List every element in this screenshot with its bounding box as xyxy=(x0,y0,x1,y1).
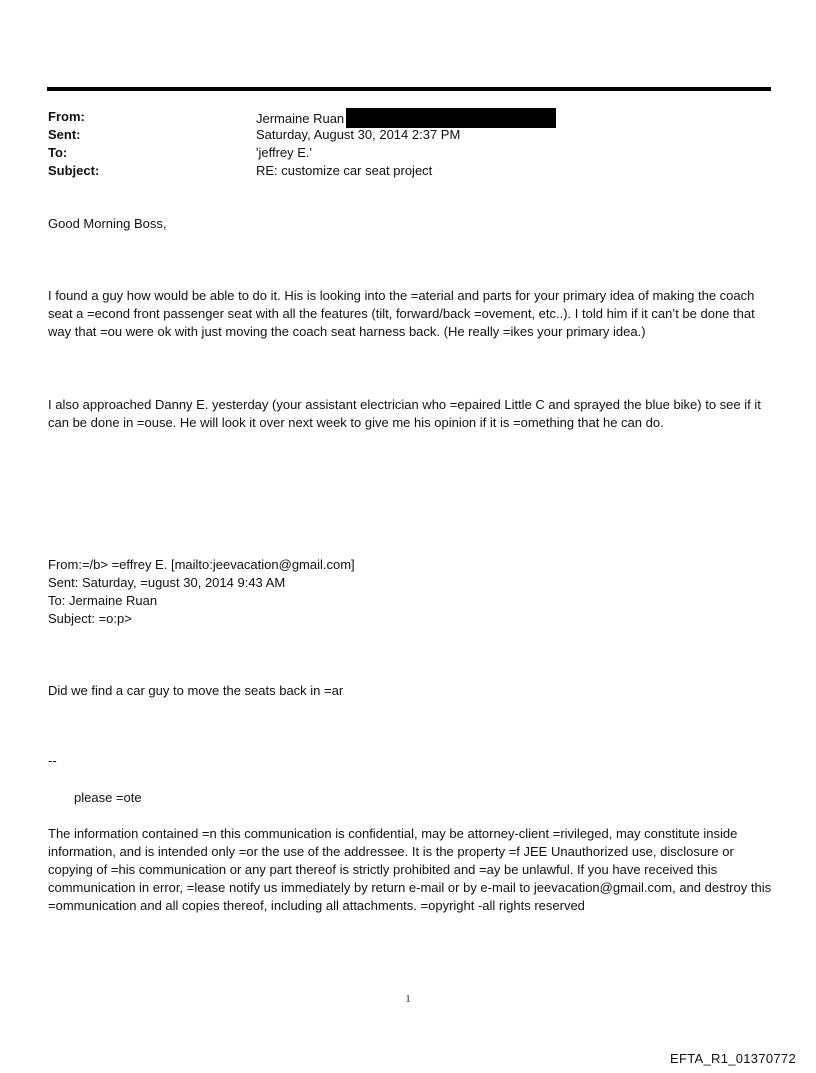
body-paragraph-2: I also approached Danny E. yesterday (your assistant electrician who =epaired Little C and sprayed the blue bike) to see if it can be done in =ouse. He will look it over next week to give me his opinion if it is =omething that he can do. xyxy=(48,397,761,430)
greeting: Good Morning Boss, xyxy=(48,216,167,231)
redaction-block xyxy=(346,108,556,128)
subject-label: Subject: xyxy=(48,163,100,178)
body-paragraph-1: I found a guy how would be able to do it. His is looking into the =aterial and parts for your primary idea of making the coach seat a =econd front passenger seat with all the features (tilt, forward/back =ovement, etc..). I told him if it can’t be done that way that =ou were ok with just moving the coach seat harness back. (He really =ikes your primary idea.) xyxy=(48,288,755,339)
quoted-message: Did we find a car guy to move the seats back in =ar xyxy=(48,683,344,698)
document-id: EFTA_R1_01370772 xyxy=(670,1051,796,1066)
signature-separator: -- xyxy=(48,753,57,768)
quoted-to-line: To: Jermaine Ruan xyxy=(48,593,158,608)
to-value: 'jeffrey E.' xyxy=(256,145,313,160)
signature-note: please =ote xyxy=(74,790,142,805)
disclaimer-paragraph: The information contained =n this communication is confidential, may be attorney-client =rivileged, may constitute inside information, and is intended only =or the use of the addressee. It is the property =f JEE Unauthorized use, disclosure or copying of =his communication or any part thereof is strictly prohibited and =ay be unlawful. If you have received this communication in error, =lease notify us immediately by return e-mail or by e-mail to jeevacation@gmail.com, and destroy this =ommunication and all copies thereof, including all attachments. =opyright -all rights reserved xyxy=(48,826,772,913)
quoted-subject-line: Subject: =o:p> xyxy=(48,611,132,626)
sent-label: Sent: xyxy=(48,127,81,142)
subject-value: RE: customize car seat project xyxy=(256,163,433,178)
header-divider xyxy=(47,87,771,91)
from-label: From: xyxy=(48,109,85,124)
from-name: Jermaine Ruan xyxy=(256,111,345,126)
to-label: To: xyxy=(48,145,68,160)
from-value xyxy=(256,108,556,128)
quoted-from-line: From:=/b> =effrey E. [mailto:jeevacation@gmail.com] xyxy=(48,557,355,572)
sent-value: Saturday, August 30, 2014 2:37 PM xyxy=(256,127,461,142)
page-number: 1 xyxy=(405,994,411,1005)
quoted-sent-line: Sent: Saturday, =ugust 30, 2014 9:43 AM xyxy=(48,575,286,590)
